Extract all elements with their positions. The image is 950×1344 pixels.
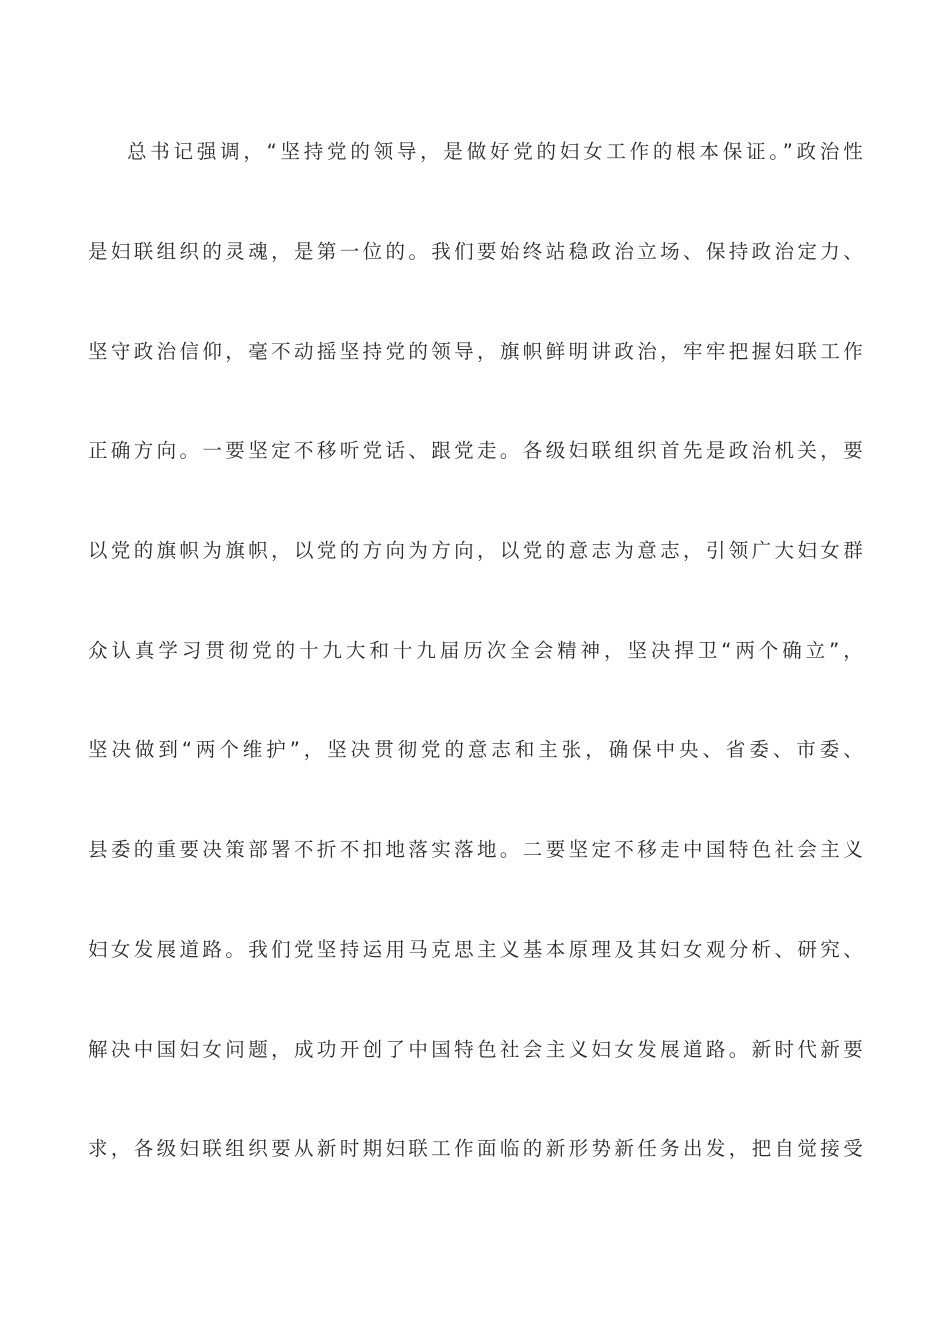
paragraph-line: 解决中国妇女问题，成功开创了中国特色社会主义妇女发展道路。新时代新要: [88, 1038, 863, 1061]
paragraph-line: 县委的重要决策部署不折不扣地落实落地。二要坚定不移走中国特色社会主义: [88, 838, 863, 861]
paragraph-line: 求，各级妇联组织要从新时期妇联工作面临的新形势新任务出发，把自觉接受: [88, 1137, 863, 1160]
paragraph-line: 总书记强调，“坚持党的领导，是做好党的妇女工作的根本保证。”政治性: [127, 140, 863, 163]
paragraph-line: 妇女发展道路。我们党坚持运用马克思主义基本原理及其妇女观分析、研究、: [88, 938, 863, 961]
paragraph-line: 坚守政治信仰，毫不动摇坚持党的领导，旗帜鲜明讲政治，牢牢把握妇联工作: [88, 340, 863, 363]
paragraph-line: 是妇联组织的灵魂，是第一位的。我们要始终站稳政治立场、保持政治定力、: [88, 240, 863, 263]
paragraph-line: 以党的旗帜为旗帜，以党的方向为方向，以党的意志为意志，引领广大妇女群: [88, 539, 863, 562]
paragraph-line: 众认真学习贯彻党的十九大和十九届历次全会精神，坚决捍卫“两个确立”，: [88, 639, 863, 662]
paragraph-line: 正确方向。一要坚定不移听党话、跟党走。各级妇联组织首先是政治机关，要: [88, 439, 863, 462]
paragraph-line: 坚决做到“两个维护”，坚决贯彻党的意志和主张，确保中央、省委、市委、: [88, 738, 863, 761]
